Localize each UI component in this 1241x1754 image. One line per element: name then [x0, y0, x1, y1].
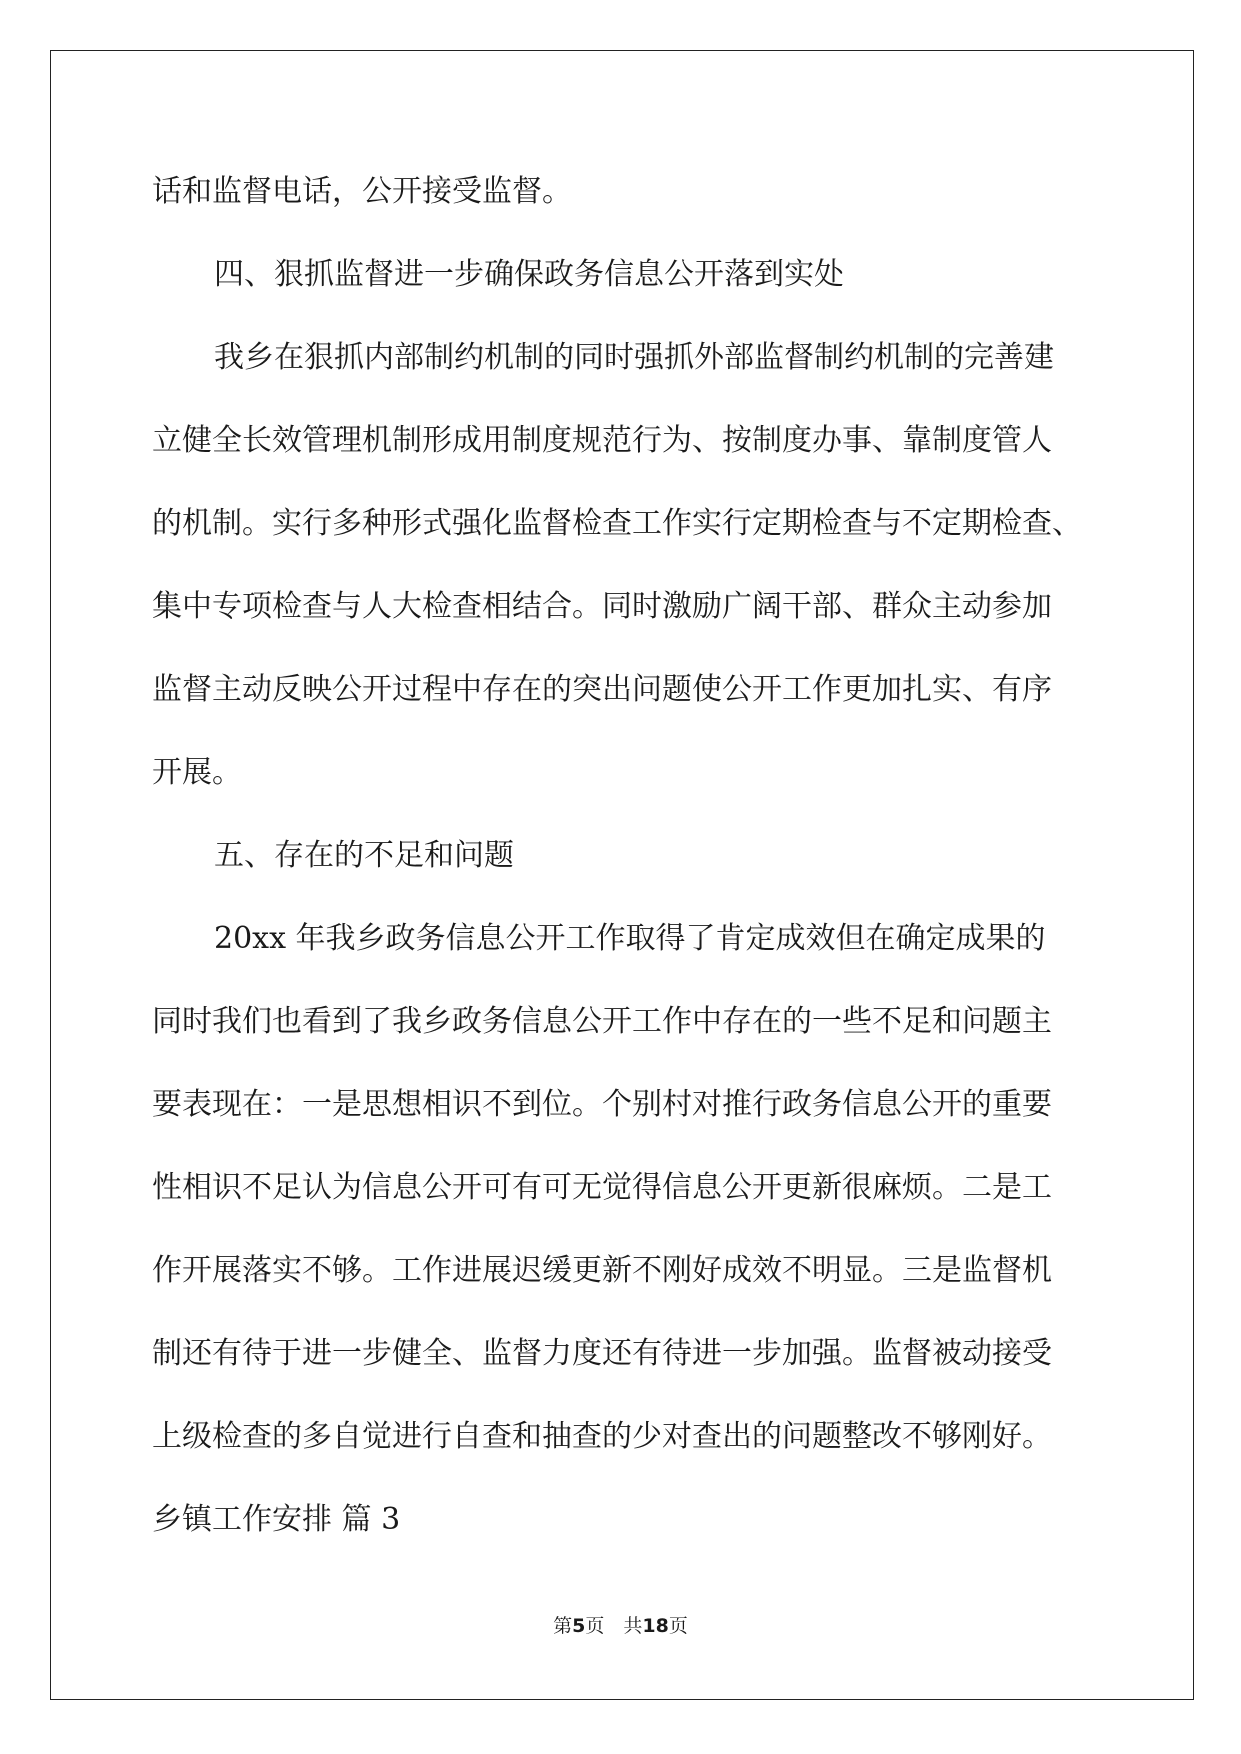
footer-mid: 页 共	[585, 1615, 643, 1637]
footer-prefix: 第	[553, 1615, 573, 1637]
page-footer	[0, 1611, 1241, 1638]
document-title: 乡镇工作安排 篇 3	[152, 1502, 401, 1537]
section-heading: 四、狠抓监督进一步确保政务信息公开落到实处	[214, 257, 844, 292]
text-line: 要表现在：一是思想相识不到位。个别村对推行政务信息公开的重要	[152, 1087, 1052, 1122]
text-line: 性相识不足认为信息公开可有可无觉得信息公开更新很麻烦。二是工	[152, 1170, 1052, 1205]
text-line: 制还有待于进一步健全、监督力度还有待进一步加强。监督被动接受	[152, 1336, 1052, 1371]
footer-page-number: 5	[572, 1615, 586, 1637]
text-line: 同时我们也看到了我乡政务信息公开工作中存在的一些不足和问题主	[152, 1004, 1052, 1039]
text-line: 我乡在狠抓内部制约机制的同时强抓外部监督制约机制的完善建	[214, 340, 1054, 375]
text-line: 的机制。实行多种形式强化监督检查工作实行定期检查与不定期检查、	[152, 506, 1082, 541]
section-heading: 五、存在的不足和问题	[214, 838, 514, 873]
text-line: 上级检查的多自觉进行自查和抽查的少对查出的问题整改不够刚好。	[152, 1419, 1052, 1454]
text-line: 集中专项检查与人大检查相结合。同时激励广阔干部、群众主动参加	[152, 589, 1052, 624]
text-line: 立健全长效管理机制形成用制度规范行为、按制度办事、靠制度管人	[152, 423, 1052, 458]
text-line: 开展。	[152, 755, 242, 790]
footer-suffix: 页	[668, 1615, 688, 1637]
text-line: 话和监督电话，公开接受监督。	[152, 174, 572, 209]
text-line: 作开展落实不够。工作进展迟缓更新不刚好成效不明显。三是监督机	[152, 1253, 1052, 1288]
footer-total-pages: 18	[642, 1615, 669, 1637]
text-line: 20xx 年我乡政务信息公开工作取得了肯定成效但在确定成果的	[214, 921, 1046, 956]
text-line: 监督主动反映公开过程中存在的突出问题使公开工作更加扎实、有序	[152, 672, 1052, 707]
